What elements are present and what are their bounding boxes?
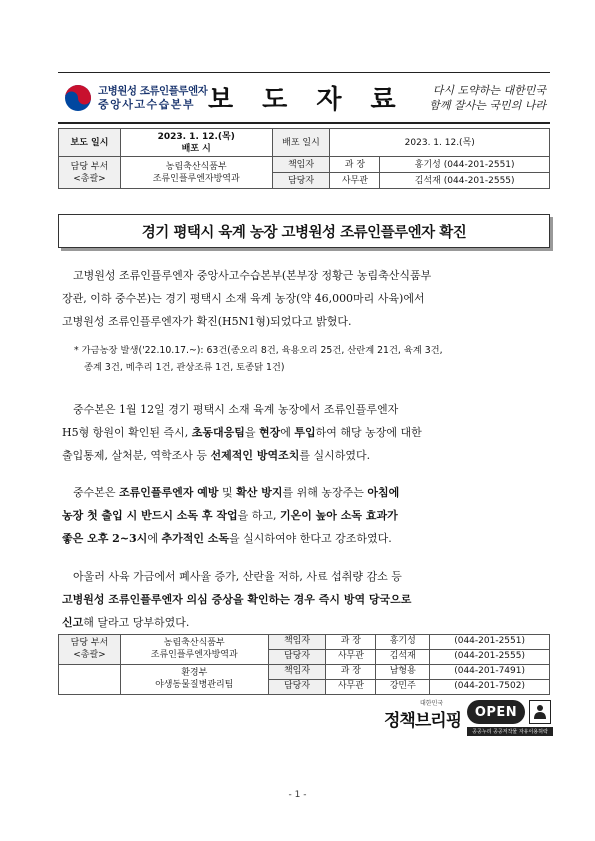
dist-date-label: 배포 일시 bbox=[272, 129, 330, 157]
paragraph-line: 아울러 사육 가금에서 폐사율 증가, 산란율 저하, 사료 섭취량 감소 등 bbox=[73, 570, 402, 583]
text-run: 에 bbox=[147, 532, 162, 545]
text-run: 를 실시하였다. bbox=[299, 449, 371, 462]
paragraph-2 bbox=[62, 398, 548, 467]
dept2-name-cell bbox=[120, 665, 268, 695]
contact-title: 사무관 bbox=[326, 680, 376, 695]
paragraph-3 bbox=[62, 481, 548, 550]
dept-label-sub: <총괄> bbox=[73, 173, 106, 184]
press-release-title: 보 도 자 료 bbox=[208, 85, 406, 115]
contact-name: 홍기성 bbox=[376, 635, 430, 650]
contact-phone: (044-201-2555) bbox=[443, 175, 515, 186]
dept2-line1: 환경부 bbox=[181, 668, 208, 678]
emphasis: 현장 bbox=[258, 426, 281, 439]
contact-role: 담당자 bbox=[268, 680, 326, 695]
dept-line2: 조류인플루엔자방역과 bbox=[152, 173, 240, 184]
contact-table bbox=[58, 634, 550, 695]
contact-phone: (044-201-2555) bbox=[430, 650, 550, 665]
contact-name: 김석재 bbox=[414, 175, 441, 186]
org-name bbox=[98, 84, 207, 112]
report-date-label: 보도 일시 bbox=[59, 129, 121, 157]
headline-box bbox=[58, 214, 550, 248]
dept-name-cell bbox=[120, 157, 272, 189]
release-info-table bbox=[58, 128, 550, 189]
dept1-label: 담당 부서 bbox=[70, 638, 109, 648]
paragraph-1 bbox=[62, 264, 548, 333]
contact-phone: (044-201-2551) bbox=[443, 159, 515, 170]
contact-title: 과 장 bbox=[326, 635, 376, 650]
paragraph-line bbox=[62, 504, 548, 527]
contact-phone: (044-201-2551) bbox=[430, 635, 550, 650]
emphasis: 선제적인 방역조치 bbox=[210, 449, 300, 462]
text-run: 을 하고, bbox=[237, 509, 280, 522]
contact-role: 책임자 bbox=[268, 665, 326, 680]
paragraph-line bbox=[62, 611, 548, 634]
report-date-sub: 배포 시 bbox=[181, 143, 211, 154]
contact-title: 과 장 bbox=[326, 665, 376, 680]
report-date-cell bbox=[120, 129, 272, 157]
emphasis: 고병원성 조류인플루엔자 의심 증상을 확인하는 경우 즉시 방역 당국으로 bbox=[62, 593, 412, 606]
paragraph-line: 장관, 이하 중수본)는 경기 평택시 소재 육계 농장(약 46,000마리 사육)에서 bbox=[62, 292, 425, 305]
contact-role: 책임자 bbox=[272, 157, 330, 173]
open-license-badge bbox=[467, 700, 525, 724]
emphasis: 신고 bbox=[62, 616, 84, 629]
contact-phone: (044-201-7491) bbox=[430, 665, 550, 680]
open-license-caption: 공공누리 공공저작물 자유이용허락 bbox=[467, 727, 553, 736]
paragraph-line: 중수본은 1월 12일 경기 평택시 소재 육계 농장에서 조류인플루엔자 bbox=[73, 403, 399, 416]
government-slogan bbox=[378, 83, 550, 113]
paragraph-line bbox=[62, 444, 548, 467]
briefing-logo-small: 대한민국 bbox=[420, 700, 444, 707]
contact-title: 사무관 bbox=[330, 173, 380, 189]
person-icon bbox=[533, 704, 547, 720]
text-run: 해 달라고 당부하였다. bbox=[83, 616, 190, 629]
contact-role: 담당자 bbox=[268, 650, 326, 665]
contact-role: 담당자 bbox=[272, 173, 330, 189]
emphasis: 초동대응팀 bbox=[191, 426, 245, 439]
paragraph-line: 고병원성 조류인플루엔자 중앙사고수습본부(본부장 정황근 농림축산식품부 bbox=[73, 269, 432, 282]
text-run: 중수본은 bbox=[73, 486, 120, 499]
outbreak-note bbox=[74, 342, 548, 376]
dist-date-value: 2023. 1. 12.(목) bbox=[330, 129, 550, 157]
dept1-name-cell bbox=[120, 635, 268, 665]
contact-title: 사무관 bbox=[326, 650, 376, 665]
note-line: * 가금농장 발생('22.10.17.~): 63건(종오리 8건, 육용오리 25건, 산란계 21건, 육계 3건, bbox=[74, 345, 443, 356]
dept-line1: 농림축산식품부 bbox=[165, 161, 227, 172]
briefing-logo: 정책브리핑 bbox=[384, 711, 462, 731]
emphasis: 좋은 오후 2~3시 bbox=[62, 532, 148, 545]
text-run: H5형 항원이 확인된 즉시, bbox=[62, 426, 192, 439]
dept2-line2: 야생동물질병관리팀 bbox=[155, 679, 234, 690]
press-header bbox=[58, 72, 550, 124]
text-run: 에 bbox=[280, 426, 295, 439]
emphasis: 추가적인 소독 bbox=[161, 532, 230, 545]
contact-name: 강민주 bbox=[376, 680, 430, 695]
taegeuk-emblem-icon bbox=[64, 84, 92, 112]
text-run: 및 bbox=[218, 486, 237, 499]
dept1-label-cell bbox=[59, 635, 121, 665]
text-run: 을 실시하여야 한다고 강조하였다. bbox=[229, 532, 392, 545]
dept1-label-sub: <총괄> bbox=[73, 649, 106, 660]
contact-name-phone bbox=[380, 173, 550, 189]
contact-name: 김석재 bbox=[376, 650, 430, 665]
text-run: 를 위해 농장주는 bbox=[282, 486, 368, 499]
paragraph-4 bbox=[62, 565, 548, 634]
text-run: 을 bbox=[244, 426, 259, 439]
emphasis: 기온이 높아 소독 효과가 bbox=[279, 509, 398, 522]
dept-label-cell bbox=[59, 157, 121, 189]
headline: 경기 평택시 육계 농장 고병원성 조류인플루엔자 확진 bbox=[141, 224, 467, 241]
page-number: - 1 - bbox=[288, 790, 307, 800]
contact-title: 과 장 bbox=[330, 157, 380, 173]
dept1-line1: 농림축산식품부 bbox=[163, 638, 225, 648]
emphasis: 확산 방지 bbox=[236, 486, 283, 499]
paragraph-line bbox=[62, 527, 548, 550]
contact-name-phone bbox=[380, 157, 550, 173]
dept1-line2: 조류인플루엔자방역과 bbox=[150, 649, 238, 660]
contact-name: 남형용 bbox=[376, 665, 430, 680]
note-line: 종계 3건, 메추리 1건, 관상조류 1건, 토종닭 1건) bbox=[84, 362, 285, 373]
paragraph-line bbox=[62, 421, 548, 444]
license-type-icon bbox=[529, 700, 551, 724]
slogan-line2: 함께 잘사는 국민의 나라 bbox=[429, 98, 546, 112]
paragraph-line: 고병원성 조류인플루엔자가 확진(H5N1형)되었다고 밝혔다. bbox=[62, 315, 352, 328]
emphasis: 농장 첫 출입 시 반드시 소독 후 작업 bbox=[62, 509, 238, 522]
emphasis: 투입 bbox=[294, 426, 316, 439]
org-logo bbox=[58, 73, 208, 122]
contact-name: 홍기성 bbox=[414, 159, 441, 170]
slogan-line1: 다시 도약하는 대한민국 bbox=[432, 83, 546, 97]
open-label: OPEN bbox=[474, 704, 518, 720]
dept2-empty-cell bbox=[59, 665, 121, 695]
org-name-line2: 중앙사고수습본부 bbox=[98, 97, 196, 111]
paragraph-line bbox=[62, 481, 548, 504]
emphasis: 조류인플루엔자 예방 bbox=[119, 486, 219, 499]
text-run: 하여 해당 농장에 대한 bbox=[315, 426, 422, 439]
contact-role: 책임자 bbox=[268, 635, 326, 650]
emphasis: 아침에 bbox=[367, 486, 400, 499]
org-name-line1: 고병원성 조류인플루엔자 bbox=[98, 84, 208, 97]
report-date-value: 2023. 1. 12.(목) bbox=[157, 131, 235, 142]
paragraph-line bbox=[62, 588, 548, 611]
dept-label: 담당 부서 bbox=[70, 161, 109, 172]
text-run: 출입통제, 살처분, 역학조사 등 bbox=[62, 449, 211, 462]
contact-phone: (044-201-7502) bbox=[430, 680, 550, 695]
